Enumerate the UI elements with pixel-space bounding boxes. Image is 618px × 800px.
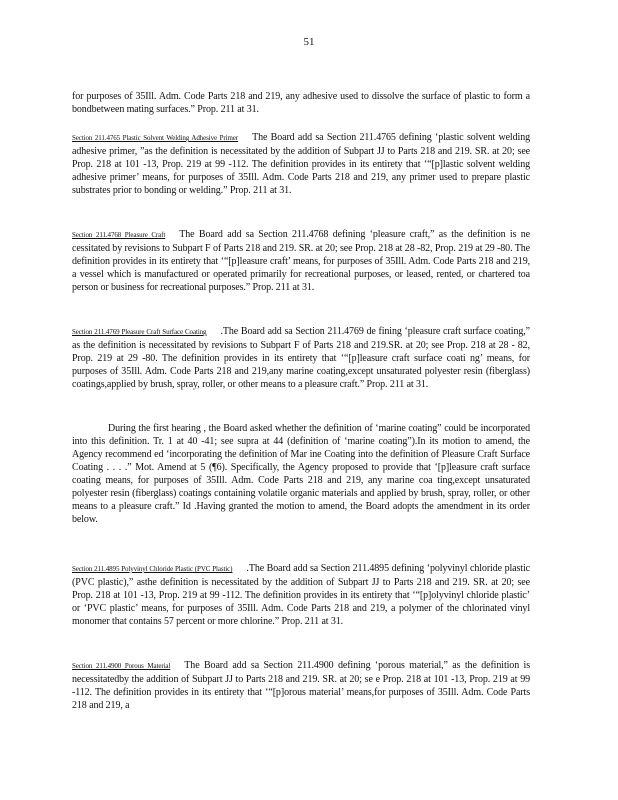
- paragraph-text: The Board add sa Section 211.4768 defining ‘pleasure craft,” as the definition is ne cessitated by revisions to Subpart F of Parts 218 and 219. SR. at 20; see Prop. 218 at 28 -82, Prop. 219 at 29 -80. The definition provides in its entirety that ‘“[p]leasure craft’ means, for purposes of 35Ill. Adm. Code Parts 218 and 219, a vessel which is manufactured or operated primarily for recreational purposes, or leased, rented, or chartered toa person or business for recreational purposes.” Prop. 211 at 31.: [72, 229, 531, 293]
- paragraph-text: The Board add sa Section 211.4900 defining ‘porous material,” as the definition is necessitatedby the addition of Subpart JJ to Parts 218 and 219. SR. at 20; se e Prop. 218 at 101 -13, Prop. 219 at 99 -112. The definition provides in its entirety that ‘“[p]orous material’ means,for purposes of 35Ill. Adm. Code Parts 218 and 219, a: [72, 660, 530, 711]
- section-heading: Section 211.4768 Pleasure Craft: [72, 231, 166, 239]
- paragraph-hearing-discussion: [72, 422, 530, 526]
- page-number: 51: [303, 36, 315, 48]
- paragraph-section-211-4765: [72, 131, 530, 197]
- paragraph-text: .The Board add sa Section 211.4895 defining ‘polyvinyl chloride plastic (PVC plastic),” asthe definition is necessitated by the addition of Subpart JJ to Parts 218 and 219. SR. at 20; see Prop. 218 at 101 -13, Prop. 219 at 99 -112. The definition provides in its entirety that ‘“[p]olyvinyl chloride plastic’ or ‘PVC plastic’ means, for purposes of 35Ill. Adm. Code Parts 218 and 219, a polymer of the chlorinated vinyl monomer that contains 57 percent or more chlorine.” Prop. 211 at 31.: [72, 563, 530, 627]
- paragraph-continuation: [72, 90, 530, 116]
- paragraph-text: .The Board add sa Section 211.4769 de fining ‘pleasure craft surface coating,” as the definition is necessitated by revisions to Subpart F of Parts 218 and 219.SR. at 20; see Prop. 218 at 28 - 82, Prop. 219 at 29 -80. The definition provides in its entirety that ‘“[p]leasure craft surface coati ng’ means, for purposes of 35Ill. Adm. Code Parts 218 and 219,any marine coating,except unsaturated polyester resin (fiberglass) coatings,applied by brush, spray, roller, or other means to a pleasure craft.” Prop. 211 at 31.: [72, 326, 530, 390]
- section-heading: Section 211.4895 Polyvinyl Chloride Plastic (PVC Plastic): [72, 565, 233, 573]
- paragraph-section-211-4900: [72, 659, 530, 712]
- paragraph-text: The Board add sa Section 211.4765 defining ‘plastic solvent welding adhesive primer, ”as the definition is necessitated by the addition of Subpart JJ to Parts 218 and 219. SR. at 20; see Prop. 218 at 101 -13, Prop. 219 at 99 -112. The definition provides in its entirety that ‘“[p]lastic solvent welding adhesive primer’ means, for purposes of 35Ill. Adm. Code Parts 218 and 219, any primer used to prepare plastic substrates prior to bonding or welding.” Prop. 211 at 31.: [72, 132, 530, 196]
- paragraph-section-211-4895: [72, 562, 530, 628]
- paragraph-text: During the first hearing , the Board asked whether the definition of ‘marine coating” could be incorporated into this definition. Tr. 1 at 40 -41; see supra at 44 (definition of ‘marine coating”).In its motion to amend, the Agency recommend ed ‘incorporating the definition of Mar ine Coating into the definition of Pleasure Craft Surface Coating . . . .” Mot. Amend at 5 (¶6). Specifically, the Agency proposed to provide that ‘[p]leasure craft surface coating means, for purposes of 35Ill. Adm. Code Parts 218 and 219, any marine coa ting,except unsaturated polyester resin (fiberglass) coatings containing volatile organic materials and applied by brush, spray, roller, or other means to a pleasure craft.” Id .Having granted the motion to amend, the Board adopts the amendment in its order below.: [72, 423, 530, 525]
- paragraph-section-211-4768: [72, 228, 530, 294]
- paragraph-section-211-4769: [72, 325, 530, 391]
- section-heading: Section 211.4769 Pleasure Craft Surface Coating: [72, 328, 207, 336]
- paragraph-text: for purposes of 35Ill. Adm. Code Parts 218 and 219, any adhesive used to dissolve the surface of plastic to form a bondbetween mating surfaces.” Prop. 211 at 31.: [72, 91, 530, 115]
- section-heading: Section 211.4900 Porous Material: [72, 662, 171, 670]
- section-heading: Section 211.4765 Plastic Solvent Welding Adhesive Primer: [72, 134, 239, 142]
